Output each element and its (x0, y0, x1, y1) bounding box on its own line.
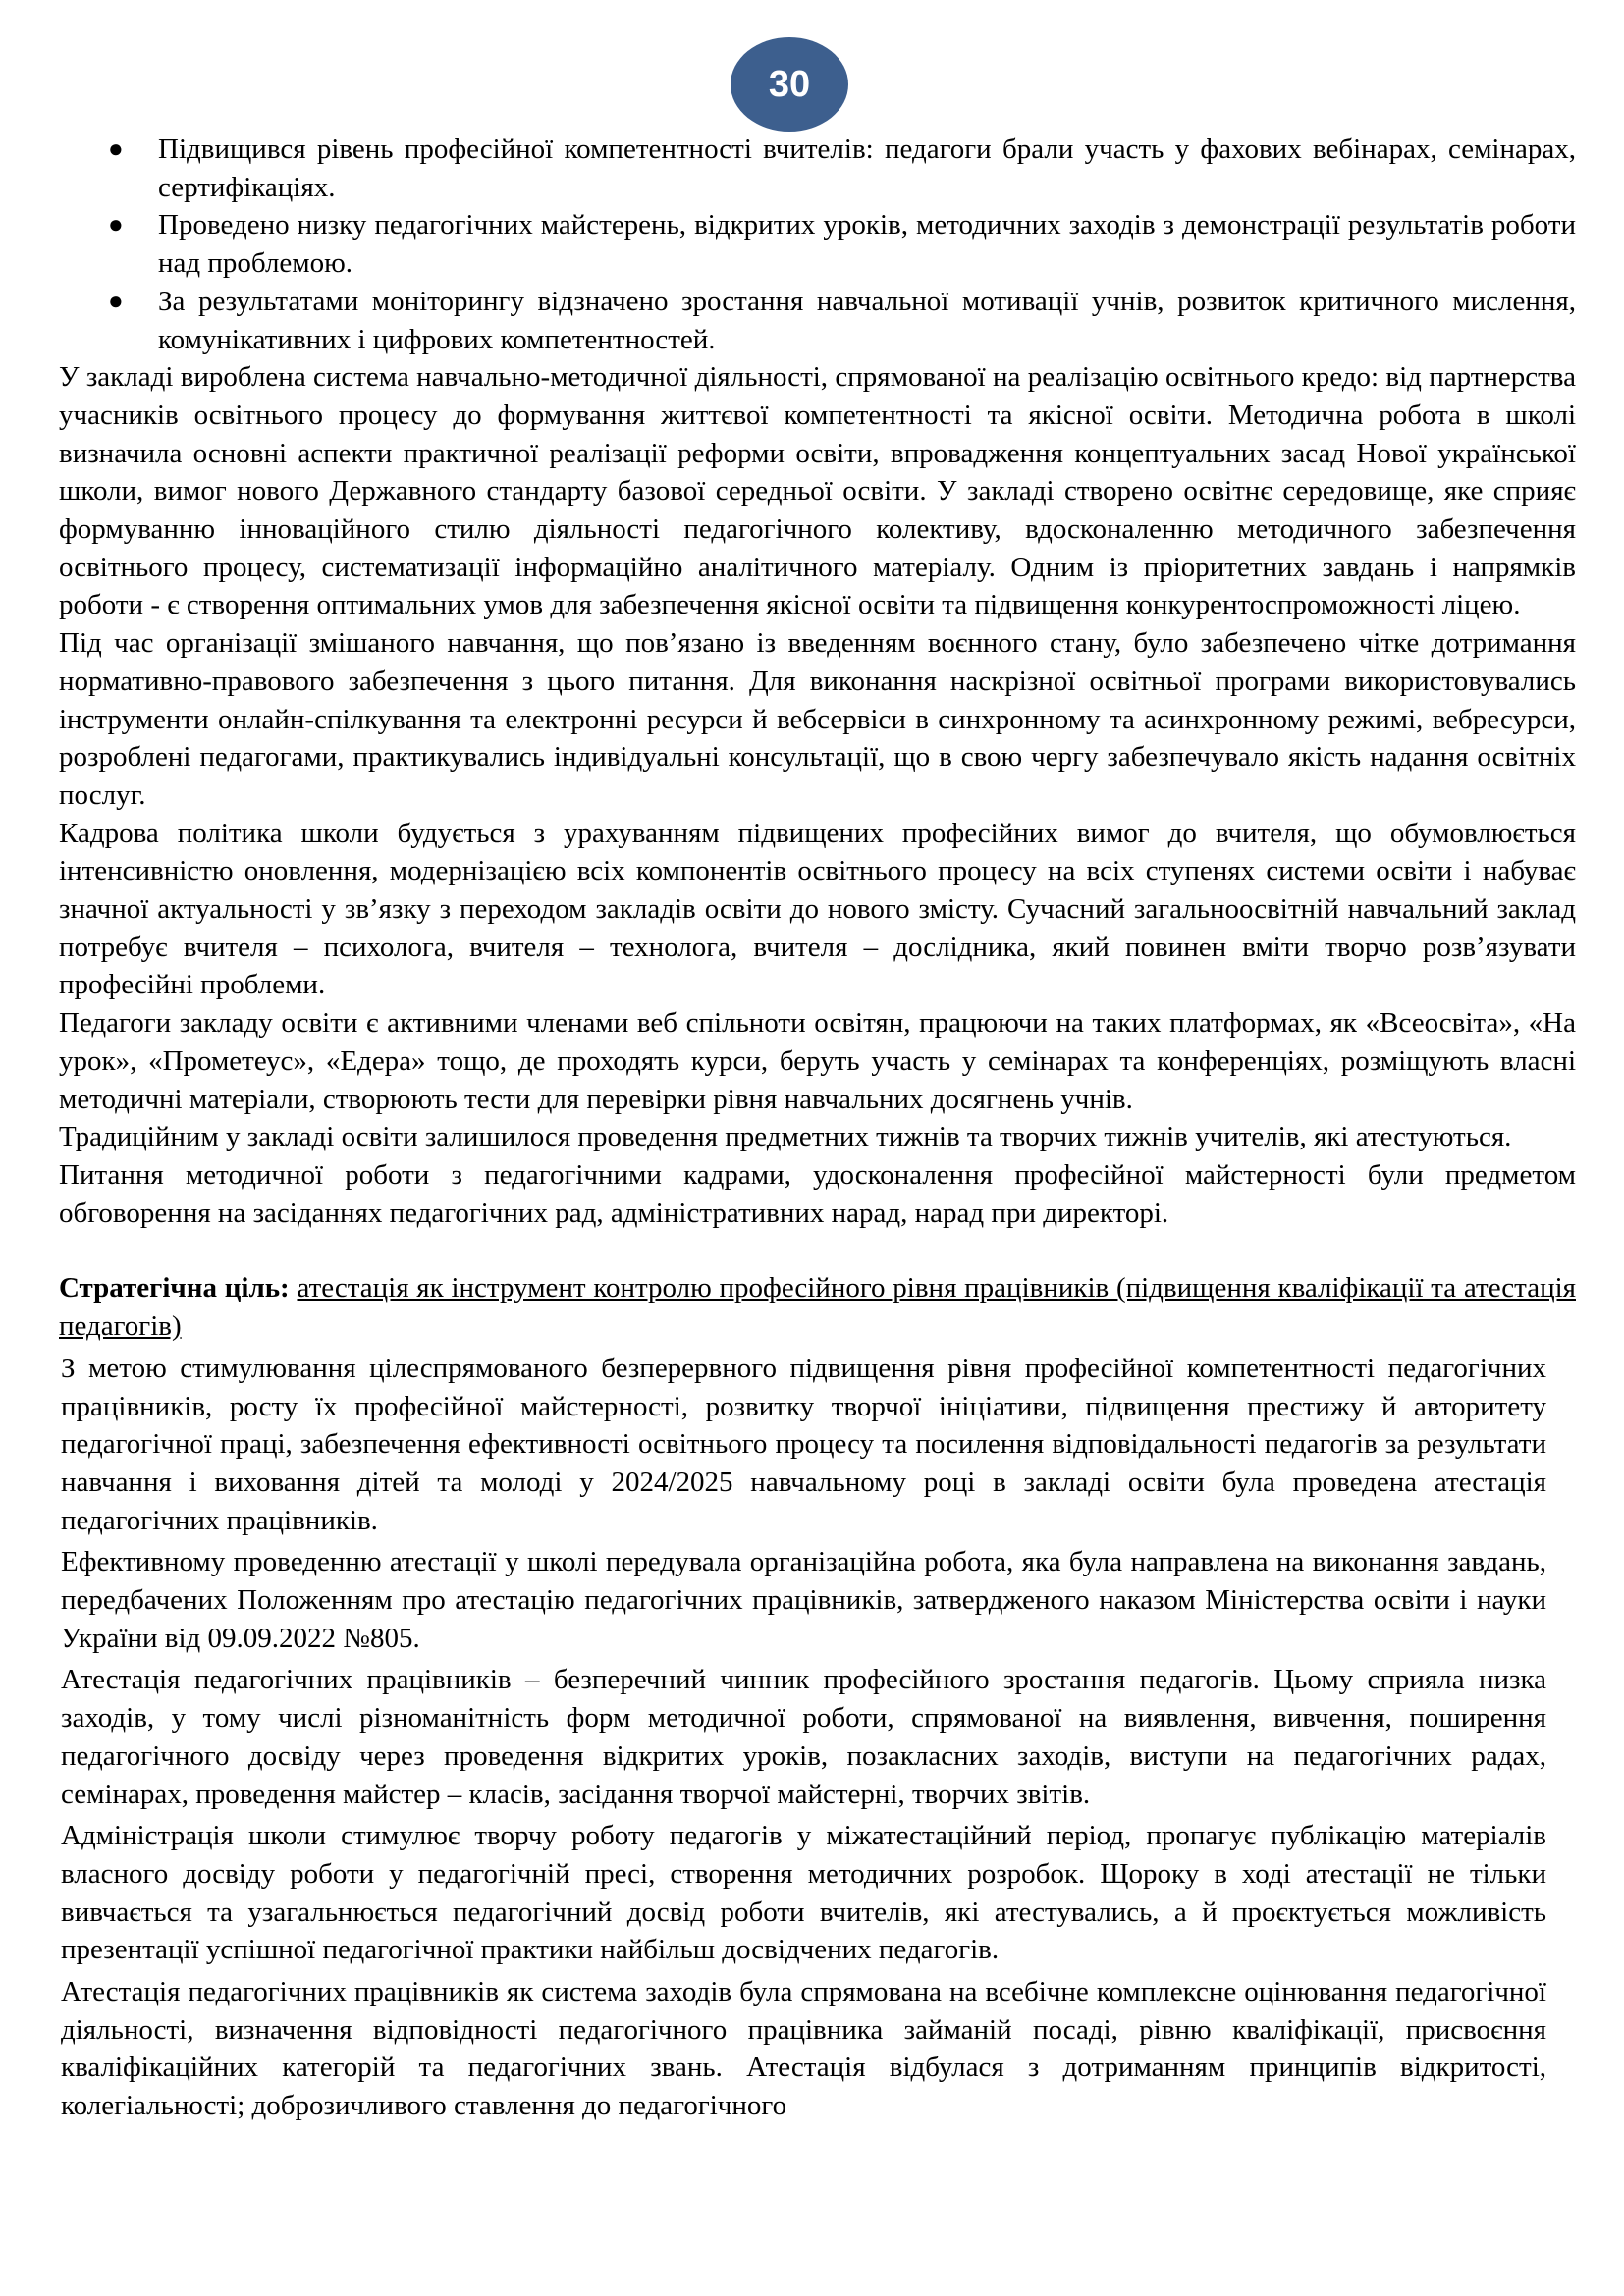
paragraph-web-community: Педагоги закладу освіти є активними членами веб спільноти освітян, працюючи на таких платформах, як «Всеосвіта», «На урок», «Прометеус», «Едера» тощо, де проходять курси, беруть участь у семінарах та конференціях, розміщують власні методичні матеріали, створюють тести для перевірки рівня навчальних досягнень учнів. (59, 1007, 1576, 1115)
list-item-text: Проведено низку педагогічних майстерень, відкритих уроків, методичних заходів з демонстрації результатів роботи над проблемою. (158, 209, 1576, 280)
paragraph-subject-weeks: Традиційним у закладі освіти залишилося проведення предметних тижнів та творчих тижнів учителів, які атестуються. (59, 1121, 1512, 1153)
list-item (59, 131, 1576, 206)
document-body (59, 131, 1576, 2125)
paragraph-mixed-learning: Під час організації змішаного навчання, що пов’язано із введенням воєнного стану, було забезпечено чітке дотримання нормативно-правового забезпечення з цього питання. Для виконання наскрізної освітньої програми використовувались інструменти онлайн-спілкування та електронні ресурси й вебсервіси в синхронному та асинхронному режимі, вебресурси, розроблені педагогами, практикувались індивідуальні консультації, що в свою чергу забезпечувало якість надання освітніх послуг. (59, 627, 1576, 811)
section-spacer (59, 1232, 1576, 1269)
strategic-goal-heading (59, 1269, 1576, 1345)
paragraph-attestation-organization: Ефективному проведенню атестації у школі передувала організаційна робота, яка була направлена на виконання завдань, передбачених Положенням про атестацію педагогічних працівників, затвердженого наказом Міністерства освіти і науки України від 09.09.2022 №805. (61, 1546, 1546, 1654)
bullet-icon: ● (108, 210, 124, 240)
results-bullet-list (59, 131, 1576, 358)
paragraph-attestation-purpose: З метою стимулювання цілеспрямованого безперервного підвищення рівня професійної компетентності педагогічних працівників, росту їх професійної майстерності, розвитку творчої ініціативи, підвищення престижу й авторитету педагогічної праці, забезпечення ефективності освітнього процесу та посилення відповідальності педагогів за результати навчання і виховання дітей та молоді у 2024/2025 навчальному році в закладі освіти була проведена атестація педагогічних працівників. (61, 1352, 1546, 1536)
bullet-icon: ● (108, 286, 124, 315)
bullet-icon: ● (108, 134, 124, 163)
paragraph-staff-policy: Кадрова політика школи будується з урахуванням підвищених професійних вимог до вчителя, що обумовлюється інтенсивністю оновлення, модернізацією всіх компонентів освітнього процесу на всіх ступенях системи освіти і набуває значної актуальності у зв’язку з переходом закладів освіти до нового змісту. Сучасний загальноосвітній навчальний заклад потребує вчителя – психолога, вчителя – технолога, вчителя – дослідника, який повинен вміти творчо розв’язувати професійні проблеми. (59, 817, 1576, 1001)
list-item (59, 206, 1576, 282)
strategic-goal-label: Стратегічна ціль: (59, 1272, 290, 1305)
paragraph-administration-support: Адміністрація школи стимулює творчу роботу педагогів у міжатестаційний період, пропагує публікацію матеріалів власного досвіду роботи у педагогічній пресі, створення методичних розробок. Щороку в ході атестації не тільки вивчається та узагальнюється педагогічний досвід роботи вчителів, які атестувались, а й проєктується можливість презентації успішної педагогічної практики найбільш досвідчених педагогів. (61, 1820, 1546, 1966)
paragraph-methodical-work: Питання методичної роботи з педагогічними кадрами, удосконалення професійної майстерності були предметом обговорення на засіданнях педагогічних рад, адміністративних нарад, нарад при директорі. (59, 1158, 1576, 1229)
paragraph-methodical-system: У закладі вироблена система навчально-методичної діяльності, спрямованої на реалізацію освітнього кредо: від партнерства учасників освітнього процесу до формування життєвої компетентності та якісної освіти. Методична робота в школі визначила основні аспекти практичної реалізації реформи освіти, впровадження концептуальних засад Нової української школи, вимог нового Державного стандарту базової середньої освіти. У закладі створено освітнє середовище, яке сприяє формуванню інноваційного стилю діяльності педагогічного колективу, вдосконаленню методичного забезпечення освітнього процесу, систематизації інформаційно аналітичного матеріалу. Одним із пріоритетних завдань і напрямків роботи - є створення оптимальних умов для забезпечення якісної освіти та підвищення конкурентоспроможності ліцею. (59, 361, 1576, 621)
list-item (59, 283, 1576, 358)
page-number-badge: 30 (731, 37, 848, 132)
strategic-goal-text: атестація як інструмент контролю професійного рівня працівників (підвищення кваліфікації та атестація педагогів) (59, 1272, 1576, 1343)
paragraph-attestation-growth: Атестація педагогічних працівників – безперечний чинник професійного зростання педагогів. Цьому сприяла низка заходів, у тому числі різноманітність форм методичної роботи, спрямованої на виявлення, вивчення, поширення педагогічного досвіду через проведення відкритих уроків, позакласних заходів, виступи на педагогічних радах, семінарах, проведення майстер – класів, засідання творчої майстерні, творчих звітів. (61, 1664, 1546, 1810)
paragraph-attestation-system: Атестація педагогічних працівників як система заходів була спрямована на всебічне комплексне оцінювання педагогічної діяльності, визначення відповідності педагогічного працівника займаній посаді, рівню кваліфікації, присвоєння кваліфікаційних категорій та педагогічних звань. Атестація відбулася з дотриманням принципів відкритості, колегіальності; доброзичливого ставлення до педагогічного (61, 1976, 1546, 2122)
list-item-text: Підвищився рівень професійної компетентності вчителів: педагоги брали участь у фахових вебінарах, семінарах, сертифікаціях. (158, 133, 1576, 203)
list-item-text: За результатами моніторингу відзначено зростання навчальної мотивації учнів, розвиток критичного мислення, комунікативних і цифрових компетентностей. (158, 285, 1576, 355)
